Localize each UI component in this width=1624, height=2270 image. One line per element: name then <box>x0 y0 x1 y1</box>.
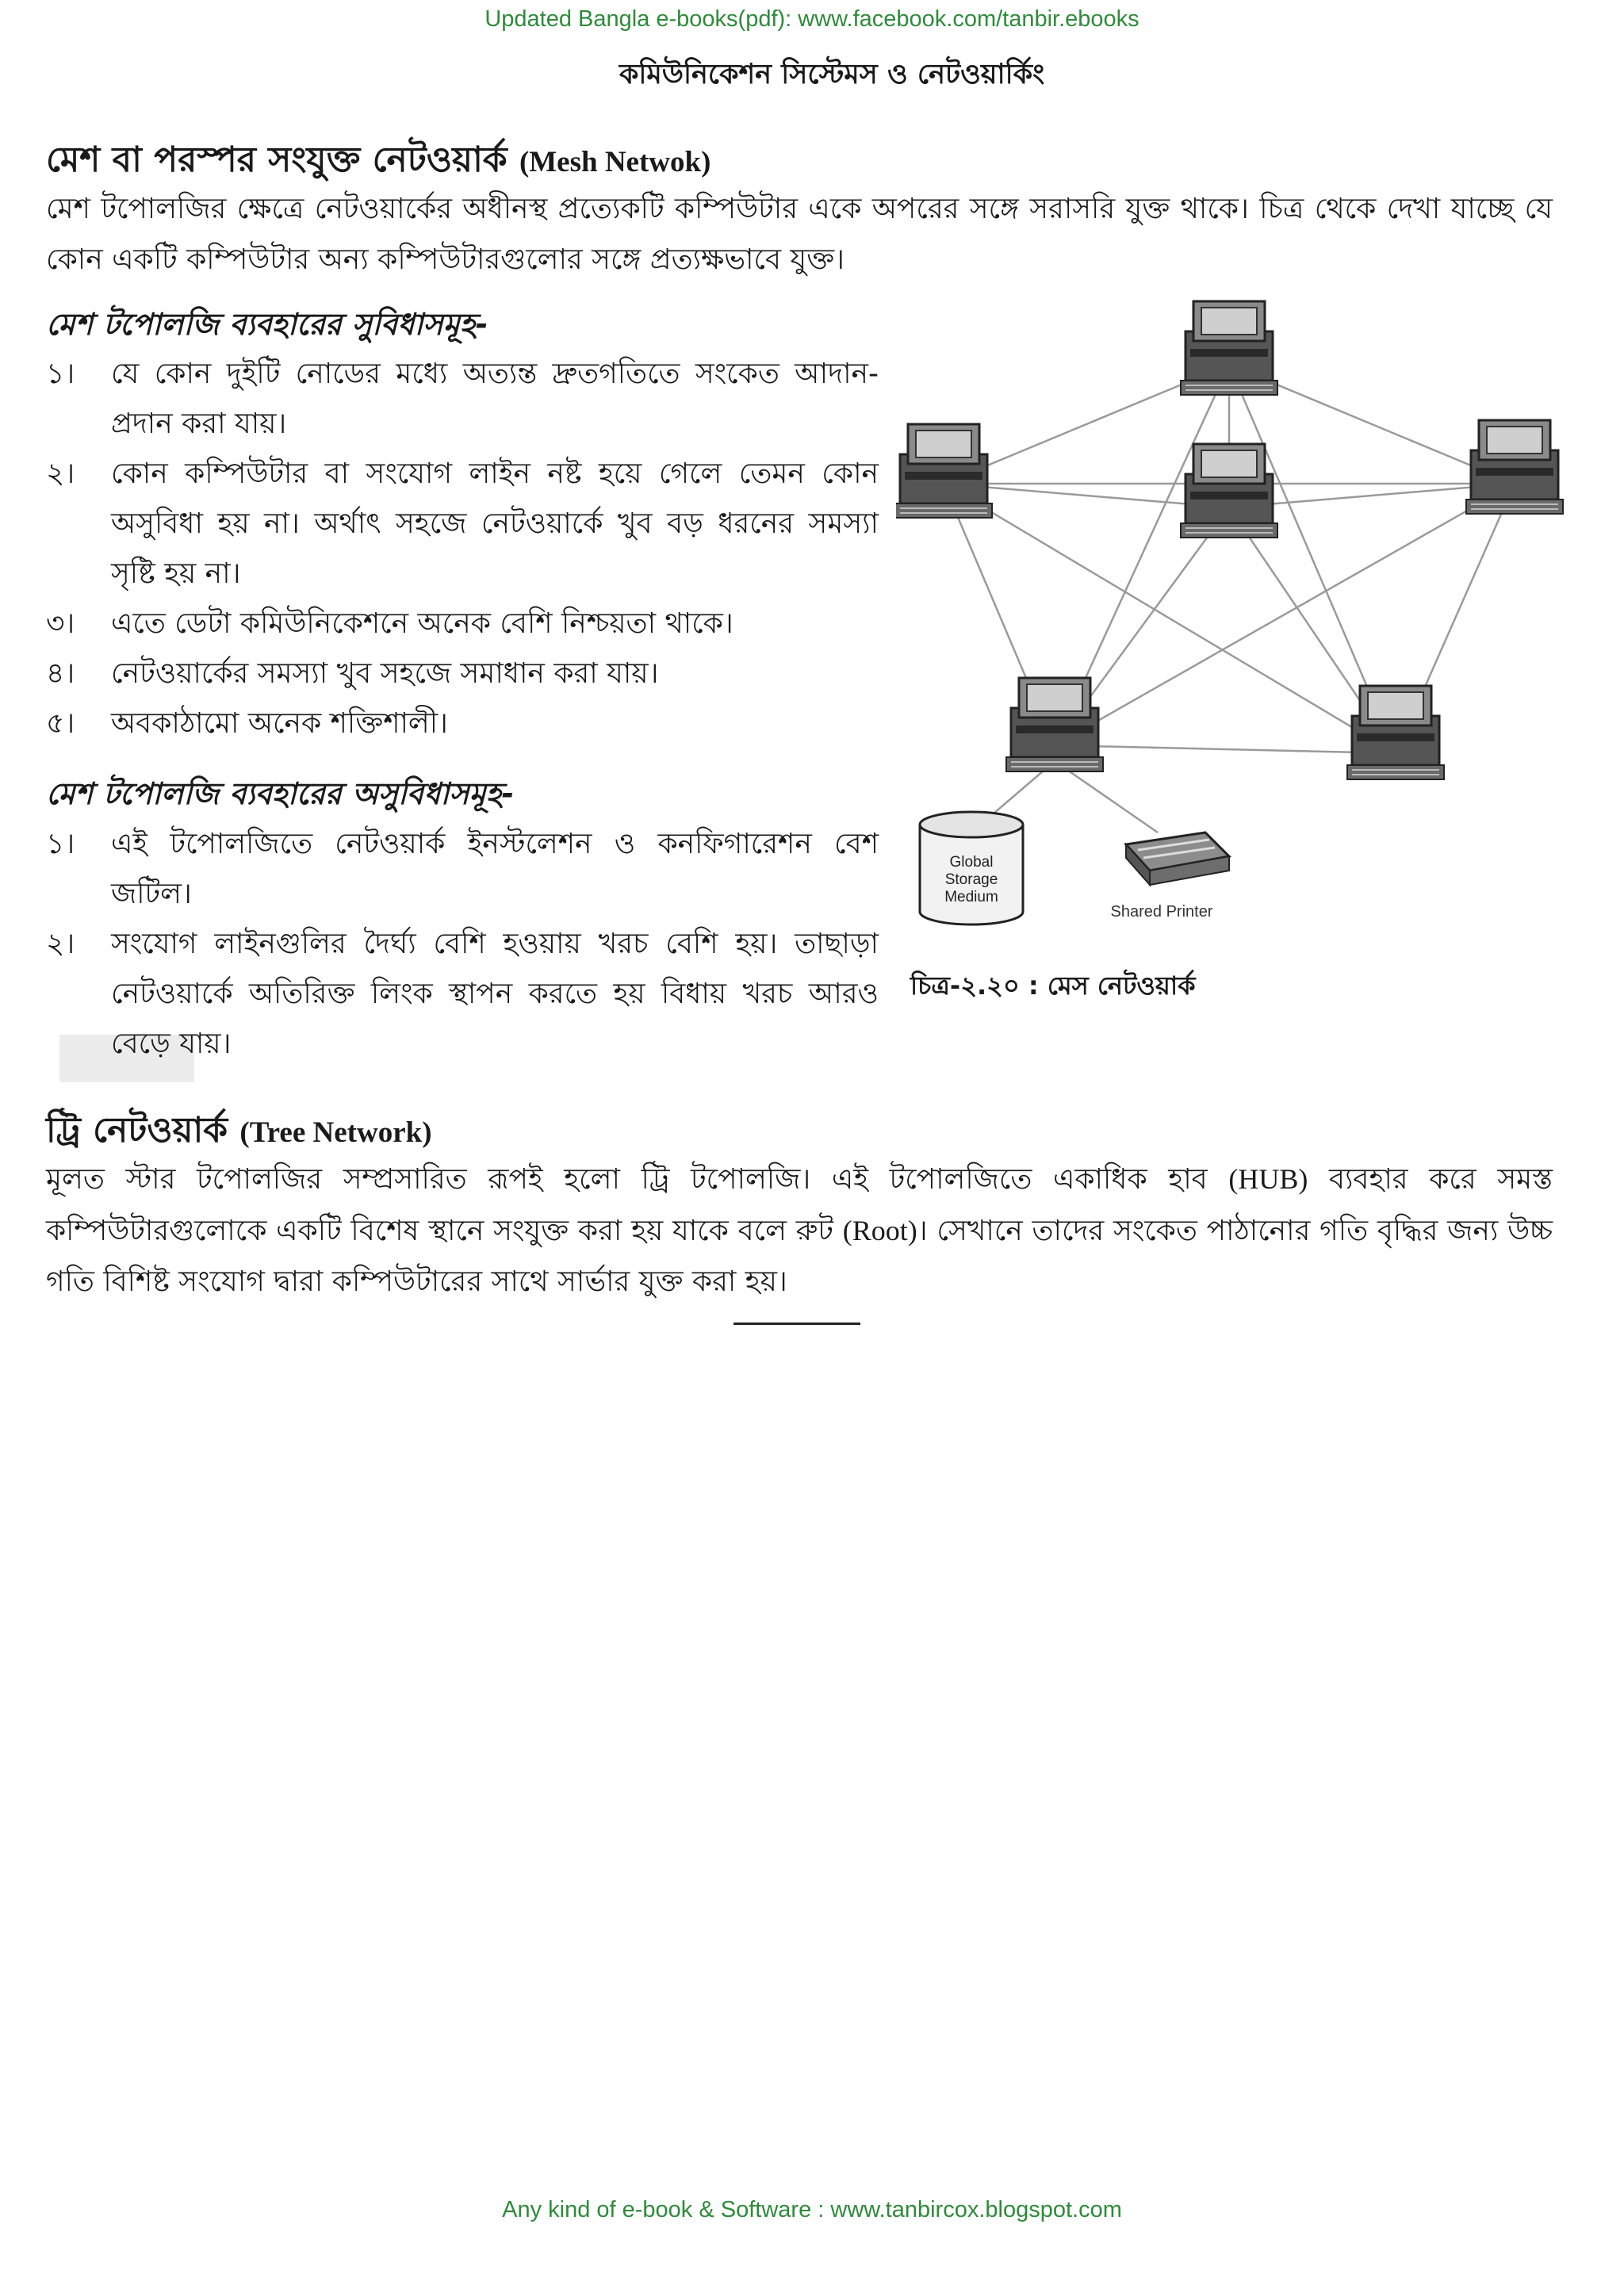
disadvantages-list <box>46 819 879 1069</box>
list-item <box>46 449 879 599</box>
bottom-promo-link[interactable]: Any kind of e-book & Software : www.tanbircox.blogspot.com <box>502 2197 1122 2222</box>
tree-paragraph <box>46 1154 1553 1307</box>
running-head: কমিউনিকেশন সিস্টেমস ও নেটওয়ার্কিং <box>619 59 1045 90</box>
tree-title-bangla: ট্রি নেটওয়ার্ক <box>46 1110 228 1150</box>
mesh-intro-paragraph: মেশ টপোলজির ক্ষেত্রে নেটওয়ার্কের অধীনস্থ প্রত্যেকটি কম্পিউটার একে অপরের সঙ্গে সরাসরি যুক্ত থাকে। চিত্র থেকে দেখা যাচ্ছে যে কোন একটি কম্পিউটার অন্য কম্পিউটারগুলোর সঙ্গে প্রত্যক্ষভাবে যুক্ত। <box>46 193 1553 276</box>
list-item <box>46 919 879 1069</box>
root-term: (Root) <box>842 1215 917 1246</box>
disadvantages-subheading: মেশ টপোলজি ব্যবহারের অসুবিধাসমূহ- <box>46 776 515 811</box>
item-text: অবকাঠামো অনেক শক্তিশালী। <box>111 707 448 740</box>
list-item <box>46 599 879 649</box>
item-text: কোন কম্পিউটার বা সংযোগ লাইন নষ্ট হয়ে গেলে তেমন কোন অসুবিধা হয় না। অর্থাৎ সহজে নেটওয়ার্কে খুব বড় ধরনের সমস্যা সৃষ্টি হয় না। <box>111 457 879 590</box>
advantages-list <box>46 349 879 748</box>
computer-icon <box>1347 686 1444 779</box>
item-text: এতে ডেটা কমিউনিকেশনে অনেক বেশি নিশ্চয়তা থাকে। <box>111 607 733 640</box>
tree-text: ব্যবহার করে সমস্ত কম্পিউটারগুলোকে একটি বিশেষ স্থানে সংযুক্ত করা হয় যাকে বলে রুট <box>46 1163 1553 1247</box>
figure-caption: চিত্র-২.২০ : মেস নেটওয়ার্ক <box>910 970 1196 1001</box>
storage-label-line: Global <box>949 854 994 871</box>
item-text: সংযোগ লাইনগুলির দৈর্ঘ্য বেশি হওয়ায় খরচ বেশি হয়। তাছাড়া নেটওয়ার্কে অতিরিক্ত লিংক স্থাপন করতে হয় বিধায় খরচ আরও বেড়ে যায়। <box>111 928 879 1060</box>
item-number: ২। <box>46 457 75 490</box>
top-promo-link[interactable]: Updated Bangla e-books(pdf): www.facebook.com/tanbir.ebooks <box>485 6 1139 32</box>
printer-icon <box>1126 833 1229 885</box>
mesh-title-bangla: মেশ বা পরস্পর সংযুক্ত নেটওয়ার্ক <box>46 140 508 180</box>
storage-label-line: Storage <box>944 871 998 888</box>
computer-icon <box>896 424 992 518</box>
item-number: ৫। <box>46 707 75 740</box>
mesh-network-diagram <box>896 285 1578 944</box>
mesh-section-title <box>46 133 710 191</box>
item-text: যে কোন দুইটি নোডের মধ্যে অত্যন্ত দ্রুতগতিতে সংকেত আদান-প্রদান করা যায়। <box>111 358 879 440</box>
list-item <box>46 699 879 748</box>
computer-icon <box>1006 678 1103 771</box>
mesh-title-english: (Mesh Netwok) <box>519 146 711 178</box>
advantages-subheading: মেশ টপোলজি ব্যবহারের সুবিধাসমূহ- <box>46 307 488 342</box>
list-item <box>46 649 879 699</box>
computer-icon <box>1181 444 1277 538</box>
printer-label: Shared Printer <box>1110 903 1213 921</box>
item-number: ১। <box>46 358 75 390</box>
tree-text: । সেখানে তাদের সংকেত পাঠানোর গতি বৃদ্ধির জন্য উচ্চ গতি বিশিষ্ট সংযোগ দ্বারা কম্পিউটারের সাথে সার্ভার যুক্ত করা হয়। <box>46 1215 1553 1298</box>
list-item <box>46 819 879 919</box>
section-end-rule <box>733 1323 860 1325</box>
tree-title-english: (Tree Network) <box>239 1116 432 1149</box>
item-text: নেটওয়ার্কের সমস্যা খুব সহজে সমাধান করা যায়। <box>111 657 659 690</box>
computer-icon <box>1181 301 1277 395</box>
list-item <box>46 349 879 449</box>
item-text: এই টপোলজিতে নেটওয়ার্ক ইনস্টলেশন ও কনফিগারেশন বেশ জটিল। <box>111 828 879 910</box>
item-number: ১। <box>46 828 75 860</box>
item-number: ৪। <box>46 657 75 690</box>
hub-term: (HUB) <box>1228 1163 1308 1195</box>
computer-icon <box>1466 420 1563 514</box>
storage-label-line: Medium <box>944 889 998 905</box>
item-number: ৩। <box>46 607 75 640</box>
tree-text: মূলত স্টার টপোলজির সম্প্রসারিত রূপই হলো ট্রি টপোলজি। এই টপোলজিতে একাধিক হাব <box>46 1163 1229 1196</box>
item-number: ২। <box>46 928 75 960</box>
